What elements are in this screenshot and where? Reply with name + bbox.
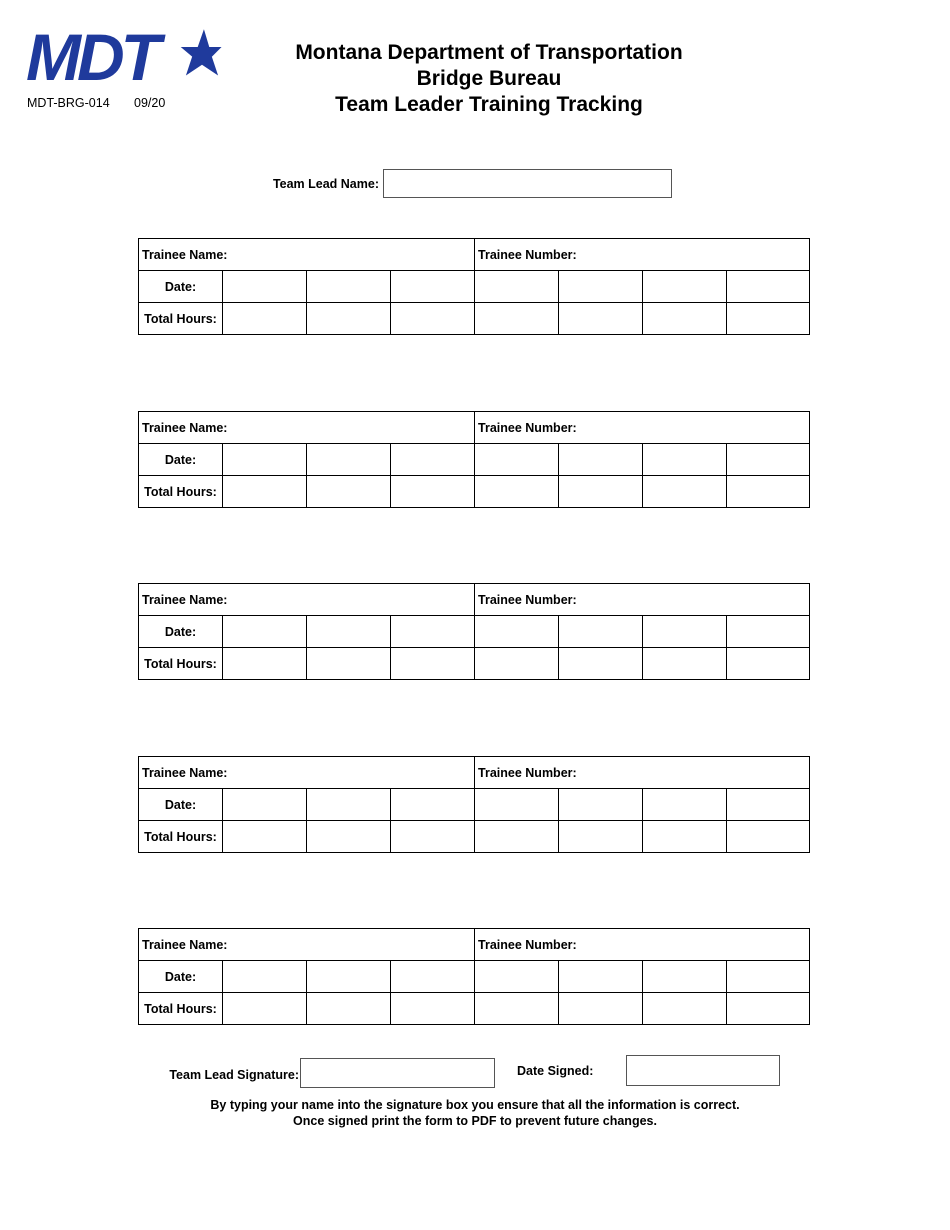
date-entry-cell[interactable] (223, 444, 307, 476)
date-label: Date: (139, 444, 223, 476)
hours-entry-cell[interactable] (307, 993, 391, 1025)
hours-entry-cell[interactable] (223, 476, 307, 508)
date-signed-field[interactable] (626, 1055, 780, 1086)
date-label: Date: (139, 271, 223, 303)
hours-entry-cell[interactable] (391, 993, 475, 1025)
date-entry-cell[interactable] (643, 271, 727, 303)
date-entry-cell[interactable] (307, 961, 391, 993)
date-entry-cell[interactable] (559, 789, 643, 821)
hours-entry-cell[interactable] (643, 993, 727, 1025)
trainee-name-field[interactable]: Trainee Name: (139, 239, 475, 271)
hours-entry-cell[interactable] (727, 993, 810, 1025)
signature-notice (150, 1097, 800, 1129)
total-hours-label: Total Hours: (139, 821, 223, 853)
date-entry-cell[interactable] (475, 616, 559, 648)
notice-line-1: By typing your name into the signature box you ensure that all the information is correct. (210, 1098, 740, 1112)
date-entry-cell[interactable] (475, 789, 559, 821)
trainee-name-field[interactable]: Trainee Name: (139, 412, 475, 444)
date-entry-cell[interactable] (475, 961, 559, 993)
form-number: MDT-BRG-014 (27, 96, 110, 110)
date-entry-cell[interactable] (307, 271, 391, 303)
hours-entry-cell[interactable] (643, 303, 727, 335)
notice-line-2: Once signed print the form to PDF to prevent future changes. (293, 1114, 657, 1128)
hours-entry-cell[interactable] (727, 303, 810, 335)
hours-entry-cell[interactable] (223, 821, 307, 853)
form-revision-date: 09/20 (134, 96, 166, 110)
hours-entry-cell[interactable] (475, 476, 559, 508)
date-entry-cell[interactable] (559, 961, 643, 993)
hours-entry-cell[interactable] (475, 993, 559, 1025)
hours-entry-cell[interactable] (475, 821, 559, 853)
date-entry-cell[interactable] (391, 616, 475, 648)
hours-entry-cell[interactable] (475, 648, 559, 680)
date-entry-cell[interactable] (727, 444, 810, 476)
date-entry-cell[interactable] (643, 789, 727, 821)
date-entry-cell[interactable] (727, 961, 810, 993)
title-agency: Montana Department of Transportation (295, 41, 683, 64)
hours-entry-cell[interactable] (559, 476, 643, 508)
date-entry-cell[interactable] (307, 616, 391, 648)
mdt-logo-text: MDT (26, 24, 157, 86)
date-entry-cell[interactable] (391, 789, 475, 821)
hours-entry-cell[interactable] (643, 821, 727, 853)
date-label: Date: (139, 789, 223, 821)
total-hours-label: Total Hours: (139, 648, 223, 680)
star-icon (178, 26, 224, 78)
date-entry-cell[interactable] (223, 271, 307, 303)
hours-entry-cell[interactable] (223, 648, 307, 680)
hours-entry-cell[interactable] (475, 303, 559, 335)
date-entry-cell[interactable] (223, 616, 307, 648)
date-entry-cell[interactable] (223, 961, 307, 993)
team-lead-name-field[interactable] (383, 169, 672, 198)
date-entry-cell[interactable] (391, 961, 475, 993)
team-lead-name-label: Team Lead Name: (272, 177, 379, 191)
hours-entry-cell[interactable] (307, 476, 391, 508)
hours-entry-cell[interactable] (727, 476, 810, 508)
trainee-table (138, 756, 810, 853)
trainee-table (138, 583, 810, 680)
date-entry-cell[interactable] (307, 444, 391, 476)
trainee-table (138, 238, 810, 335)
date-entry-cell[interactable] (475, 271, 559, 303)
hours-entry-cell[interactable] (643, 648, 727, 680)
title-bureau: Bridge Bureau (416, 67, 562, 90)
hours-entry-cell[interactable] (391, 821, 475, 853)
hours-entry-cell[interactable] (223, 993, 307, 1025)
total-hours-label: Total Hours: (139, 476, 223, 508)
trainee-number-field[interactable]: Trainee Number: (475, 929, 810, 961)
date-entry-cell[interactable] (643, 616, 727, 648)
date-entry-cell[interactable] (559, 616, 643, 648)
page-title (249, 40, 729, 118)
trainee-name-field[interactable]: Trainee Name: (139, 757, 475, 789)
hours-entry-cell[interactable] (223, 303, 307, 335)
hours-entry-cell[interactable] (643, 476, 727, 508)
team-lead-signature-label: Team Lead Signature: (169, 1068, 299, 1082)
date-label: Date: (139, 961, 223, 993)
hours-entry-cell[interactable] (559, 303, 643, 335)
trainee-number-field[interactable]: Trainee Number: (475, 412, 810, 444)
trainee-number-field[interactable]: Trainee Number: (475, 584, 810, 616)
date-entry-cell[interactable] (391, 444, 475, 476)
total-hours-label: Total Hours: (139, 993, 223, 1025)
date-entry-cell[interactable] (559, 444, 643, 476)
hours-entry-cell[interactable] (307, 821, 391, 853)
date-entry-cell[interactable] (727, 616, 810, 648)
hours-entry-cell[interactable] (391, 303, 475, 335)
trainee-name-field[interactable]: Trainee Name: (139, 929, 475, 961)
trainee-number-field[interactable]: Trainee Number: (475, 239, 810, 271)
hours-entry-cell[interactable] (559, 648, 643, 680)
hours-entry-cell[interactable] (307, 303, 391, 335)
date-entry-cell[interactable] (307, 789, 391, 821)
hours-entry-cell[interactable] (727, 648, 810, 680)
date-entry-cell[interactable] (643, 961, 727, 993)
date-label: Date: (139, 616, 223, 648)
team-lead-signature-field[interactable] (300, 1058, 495, 1088)
hours-entry-cell[interactable] (559, 993, 643, 1025)
date-entry-cell[interactable] (727, 789, 810, 821)
date-entry-cell[interactable] (223, 789, 307, 821)
trainee-name-field[interactable]: Trainee Name: (139, 584, 475, 616)
date-entry-cell[interactable] (727, 271, 810, 303)
trainee-table (138, 928, 810, 1025)
date-entry-cell[interactable] (475, 444, 559, 476)
hours-entry-cell[interactable] (391, 476, 475, 508)
total-hours-label: Total Hours: (139, 303, 223, 335)
date-signed-label: Date Signed: (517, 1064, 594, 1078)
title-form-name: Team Leader Training Tracking (335, 93, 643, 116)
date-entry-cell[interactable] (391, 271, 475, 303)
hours-entry-cell[interactable] (307, 648, 391, 680)
hours-entry-cell[interactable] (727, 821, 810, 853)
date-entry-cell[interactable] (643, 444, 727, 476)
mdt-logo (26, 24, 224, 86)
hours-entry-cell[interactable] (559, 821, 643, 853)
hours-entry-cell[interactable] (391, 648, 475, 680)
trainee-table (138, 411, 810, 508)
date-entry-cell[interactable] (559, 271, 643, 303)
trainee-number-field[interactable]: Trainee Number: (475, 757, 810, 789)
